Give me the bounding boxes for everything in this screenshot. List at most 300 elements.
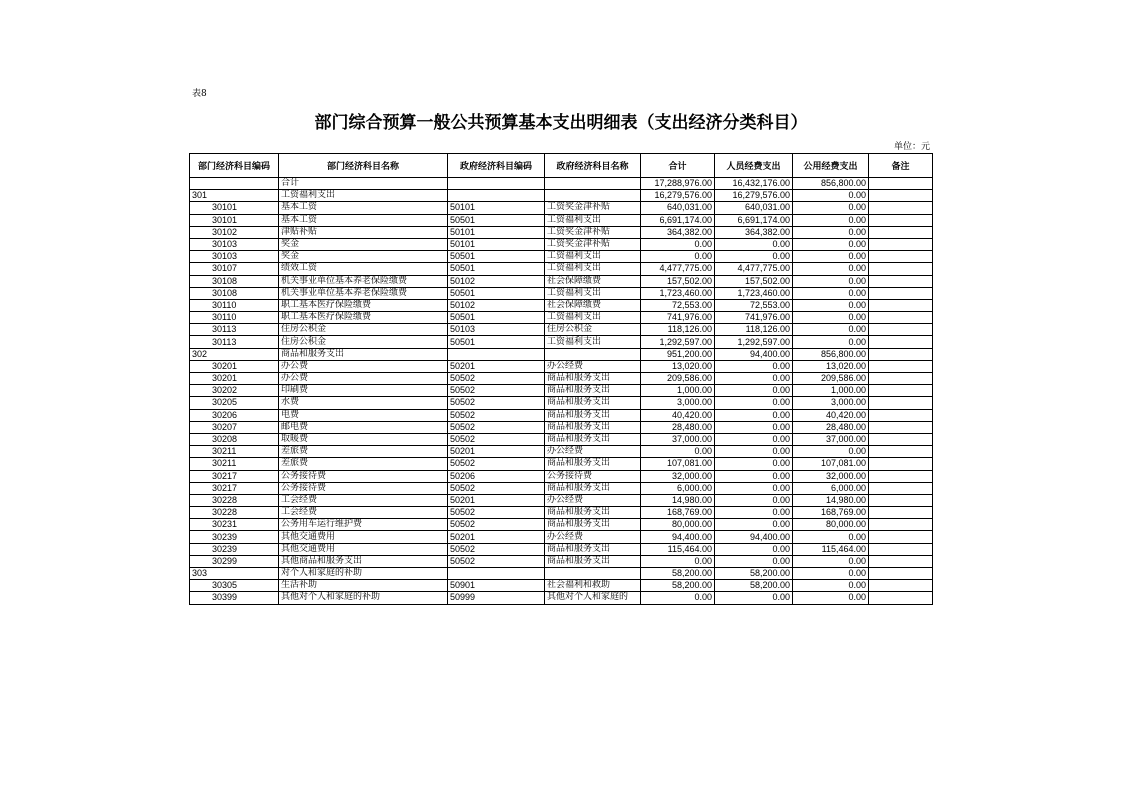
table-row — [190, 446, 933, 458]
table-row — [190, 531, 933, 543]
cell-gov-name: 商品和服务支出 — [545, 385, 641, 397]
cell-gov-name — [545, 178, 641, 190]
header-gov-name: 政府经济科目名称 — [545, 154, 641, 178]
table-row — [190, 555, 933, 567]
cell-gov-name: 工资奖金津补贴 — [545, 226, 641, 238]
cell-gov-name: 商品和服务支出 — [545, 421, 641, 433]
cell-remarks — [869, 470, 933, 482]
cell-gov-name: 工资福利支出 — [545, 251, 641, 263]
table-row — [190, 543, 933, 555]
cell-gov-code: 50502 — [448, 482, 545, 494]
cell-gov-code: 50502 — [448, 373, 545, 385]
cell-gov-code: 50999 — [448, 592, 545, 604]
cell-dept-code: 30107 — [190, 263, 279, 275]
cell-personnel: 16,432,176.00 — [715, 178, 793, 190]
cell-remarks — [869, 507, 933, 519]
cell-remarks — [869, 263, 933, 275]
cell-personnel: 0.00 — [715, 507, 793, 519]
cell-public: 0.00 — [793, 336, 869, 348]
cell-gov-code: 50201 — [448, 531, 545, 543]
cell-public: 14,980.00 — [793, 494, 869, 506]
cell-remarks — [869, 275, 933, 287]
table-row — [190, 482, 933, 494]
cell-dept-code: 30399 — [190, 592, 279, 604]
cell-dept-code: 30201 — [190, 373, 279, 385]
cell-public: 856,800.00 — [793, 178, 869, 190]
cell-remarks — [869, 226, 933, 238]
cell-dept-code: 30305 — [190, 580, 279, 592]
table-row — [190, 251, 933, 263]
table-row — [190, 409, 933, 421]
cell-gov-name: 工资福利支出 — [545, 214, 641, 226]
table-row — [190, 470, 933, 482]
cell-dept-code: 30239 — [190, 531, 279, 543]
cell-total: 40,420.00 — [641, 409, 715, 421]
cell-public: 32,000.00 — [793, 470, 869, 482]
cell-gov-code — [448, 348, 545, 360]
cell-total: 28,480.00 — [641, 421, 715, 433]
cell-dept-name: 奖金 — [279, 251, 448, 263]
cell-personnel: 0.00 — [715, 360, 793, 372]
cell-public: 6,000.00 — [793, 482, 869, 494]
cell-remarks — [869, 458, 933, 470]
header-dept-name: 部门经济科目名称 — [279, 154, 448, 178]
cell-personnel: 364,382.00 — [715, 226, 793, 238]
cell-gov-name: 工资福利支出 — [545, 287, 641, 299]
cell-gov-code: 50502 — [448, 507, 545, 519]
cell-public: 0.00 — [793, 214, 869, 226]
cell-public: 13,020.00 — [793, 360, 869, 372]
cell-personnel: 58,200.00 — [715, 580, 793, 592]
cell-gov-code — [448, 178, 545, 190]
cell-gov-name: 商品和服务支出 — [545, 543, 641, 555]
cell-dept-name: 差旅费 — [279, 458, 448, 470]
cell-remarks — [869, 299, 933, 311]
cell-personnel: 0.00 — [715, 470, 793, 482]
cell-gov-name: 社会保障缴费 — [545, 299, 641, 311]
cell-personnel: 1,292,597.00 — [715, 336, 793, 348]
cell-remarks — [869, 421, 933, 433]
cell-remarks — [869, 336, 933, 348]
table-body — [190, 178, 933, 605]
cell-dept-name: 水费 — [279, 397, 448, 409]
cell-public: 107,081.00 — [793, 458, 869, 470]
cell-dept-code: 30103 — [190, 251, 279, 263]
cell-total: 17,288,976.00 — [641, 178, 715, 190]
cell-gov-code: 50201 — [448, 446, 545, 458]
cell-remarks — [869, 238, 933, 250]
cell-dept-name: 工会经费 — [279, 494, 448, 506]
cell-personnel: 0.00 — [715, 592, 793, 604]
cell-personnel: 0.00 — [715, 251, 793, 263]
cell-dept-name: 办公费 — [279, 360, 448, 372]
cell-dept-code: 30101 — [190, 214, 279, 226]
cell-personnel: 0.00 — [715, 482, 793, 494]
cell-remarks — [869, 251, 933, 263]
cell-dept-name: 其他商品和服务支出 — [279, 555, 448, 567]
cell-gov-code: 50103 — [448, 324, 545, 336]
cell-public: 40,420.00 — [793, 409, 869, 421]
cell-dept-code: 30217 — [190, 470, 279, 482]
cell-remarks — [869, 202, 933, 214]
cell-personnel: 94,400.00 — [715, 348, 793, 360]
cell-personnel: 0.00 — [715, 519, 793, 531]
cell-dept-name: 奖金 — [279, 238, 448, 250]
cell-public: 856,800.00 — [793, 348, 869, 360]
cell-dept-name: 机关事业单位基本养老保险缴费 — [279, 275, 448, 287]
cell-gov-name: 社会保障缴费 — [545, 275, 641, 287]
cell-gov-name: 工资奖金津补贴 — [545, 202, 641, 214]
cell-public: 0.00 — [793, 312, 869, 324]
cell-gov-code: 50501 — [448, 263, 545, 275]
cell-gov-name: 商品和服务支出 — [545, 507, 641, 519]
cell-personnel: 6,691,174.00 — [715, 214, 793, 226]
cell-gov-code — [448, 568, 545, 580]
cell-total: 364,382.00 — [641, 226, 715, 238]
cell-personnel: 0.00 — [715, 555, 793, 567]
cell-gov-name: 商品和服务支出 — [545, 409, 641, 421]
cell-gov-code: 50502 — [448, 397, 545, 409]
cell-gov-name: 商品和服务支出 — [545, 458, 641, 470]
cell-dept-code: 30228 — [190, 507, 279, 519]
cell-dept-name: 其他交通费用 — [279, 543, 448, 555]
cell-total: 157,502.00 — [641, 275, 715, 287]
cell-remarks — [869, 178, 933, 190]
cell-total: 80,000.00 — [641, 519, 715, 531]
cell-dept-code: 30113 — [190, 336, 279, 348]
cell-gov-code: 50501 — [448, 214, 545, 226]
cell-public: 0.00 — [793, 299, 869, 311]
cell-dept-code: 30102 — [190, 226, 279, 238]
cell-personnel: 0.00 — [715, 238, 793, 250]
cell-total: 209,586.00 — [641, 373, 715, 385]
table-row — [190, 519, 933, 531]
cell-public: 0.00 — [793, 251, 869, 263]
cell-remarks — [869, 287, 933, 299]
cell-dept-code: 30211 — [190, 458, 279, 470]
cell-gov-name: 工资福利支出 — [545, 263, 641, 275]
cell-dept-name: 对个人和家庭的补助 — [279, 568, 448, 580]
cell-dept-name: 绩效工资 — [279, 263, 448, 275]
cell-gov-code: 50102 — [448, 275, 545, 287]
cell-dept-name: 基本工资 — [279, 202, 448, 214]
table-row — [190, 226, 933, 238]
cell-remarks — [869, 531, 933, 543]
cell-total: 107,081.00 — [641, 458, 715, 470]
cell-dept-code: 30231 — [190, 519, 279, 531]
cell-dept-name: 商品和服务支出 — [279, 348, 448, 360]
cell-personnel: 640,031.00 — [715, 202, 793, 214]
cell-dept-code: 30110 — [190, 312, 279, 324]
cell-dept-name: 机关事业单位基本养老保险缴费 — [279, 287, 448, 299]
cell-total: 741,976.00 — [641, 312, 715, 324]
cell-personnel: 16,279,576.00 — [715, 190, 793, 202]
table-row — [190, 592, 933, 604]
table-row — [190, 324, 933, 336]
table-row — [190, 214, 933, 226]
table-row — [190, 336, 933, 348]
header-personnel: 人员经费支出 — [715, 154, 793, 178]
cell-public: 80,000.00 — [793, 519, 869, 531]
cell-remarks — [869, 592, 933, 604]
cell-total: 14,980.00 — [641, 494, 715, 506]
budget-table — [189, 153, 933, 605]
table-number: 表8 — [192, 89, 207, 99]
table-row — [190, 348, 933, 360]
cell-personnel: 1,723,460.00 — [715, 287, 793, 299]
cell-gov-code: 50102 — [448, 299, 545, 311]
cell-total: 0.00 — [641, 238, 715, 250]
cell-dept-name: 印刷费 — [279, 385, 448, 397]
cell-total: 37,000.00 — [641, 433, 715, 445]
table-row — [190, 568, 933, 580]
cell-gov-name: 商品和服务支出 — [545, 397, 641, 409]
cell-total: 6,000.00 — [641, 482, 715, 494]
cell-remarks — [869, 360, 933, 372]
header-dept-code: 部门经济科目编码 — [190, 154, 279, 178]
cell-gov-name: 商品和服务支出 — [545, 373, 641, 385]
cell-gov-name — [545, 190, 641, 202]
cell-dept-code: 30207 — [190, 421, 279, 433]
cell-dept-name: 职工基本医疗保险缴费 — [279, 312, 448, 324]
cell-dept-code: 30103 — [190, 238, 279, 250]
cell-gov-name: 商品和服务支出 — [545, 482, 641, 494]
table-row — [190, 312, 933, 324]
cell-public: 37,000.00 — [793, 433, 869, 445]
cell-remarks — [869, 446, 933, 458]
cell-personnel: 4,477,775.00 — [715, 263, 793, 275]
cell-dept-code: 30113 — [190, 324, 279, 336]
cell-total: 3,000.00 — [641, 397, 715, 409]
cell-dept-name: 职工基本医疗保险缴费 — [279, 299, 448, 311]
cell-remarks — [869, 555, 933, 567]
cell-personnel: 0.00 — [715, 397, 793, 409]
cell-gov-code: 50201 — [448, 360, 545, 372]
cell-personnel: 94,400.00 — [715, 531, 793, 543]
cell-personnel: 0.00 — [715, 409, 793, 421]
cell-remarks — [869, 190, 933, 202]
cell-dept-name: 工会经费 — [279, 507, 448, 519]
cell-dept-name: 住房公积金 — [279, 324, 448, 336]
cell-dept-code: 30299 — [190, 555, 279, 567]
cell-total: 0.00 — [641, 592, 715, 604]
cell-public: 0.00 — [793, 287, 869, 299]
table-row — [190, 507, 933, 519]
cell-remarks — [869, 348, 933, 360]
cell-dept-code: 30202 — [190, 385, 279, 397]
cell-total: 16,279,576.00 — [641, 190, 715, 202]
cell-dept-code: 302 — [190, 348, 279, 360]
cell-dept-code: 30205 — [190, 397, 279, 409]
table-row — [190, 360, 933, 372]
cell-dept-code: 30217 — [190, 482, 279, 494]
table-row — [190, 397, 933, 409]
cell-total: 115,464.00 — [641, 543, 715, 555]
cell-public: 0.00 — [793, 263, 869, 275]
cell-public: 0.00 — [793, 238, 869, 250]
cell-dept-name: 取暖费 — [279, 433, 448, 445]
table-row — [190, 178, 933, 190]
cell-gov-name: 住房公积金 — [545, 324, 641, 336]
cell-gov-name: 商品和服务支出 — [545, 519, 641, 531]
cell-gov-name: 商品和服务支出 — [545, 555, 641, 567]
cell-total: 0.00 — [641, 446, 715, 458]
table-row — [190, 238, 933, 250]
cell-remarks — [869, 568, 933, 580]
cell-gov-name: 其他对个人和家庭的 — [545, 592, 641, 604]
cell-gov-code: 50501 — [448, 312, 545, 324]
cell-remarks — [869, 214, 933, 226]
cell-gov-code: 50502 — [448, 543, 545, 555]
cell-gov-code: 50502 — [448, 409, 545, 421]
cell-remarks — [869, 433, 933, 445]
cell-dept-name: 工资福利支出 — [279, 190, 448, 202]
cell-total: 58,200.00 — [641, 580, 715, 592]
cell-total: 951,200.00 — [641, 348, 715, 360]
cell-total: 32,000.00 — [641, 470, 715, 482]
cell-public: 115,464.00 — [793, 543, 869, 555]
cell-personnel: 0.00 — [715, 433, 793, 445]
cell-total: 168,769.00 — [641, 507, 715, 519]
cell-gov-code: 50502 — [448, 519, 545, 531]
cell-public: 0.00 — [793, 446, 869, 458]
cell-gov-code: 50502 — [448, 458, 545, 470]
cell-public: 168,769.00 — [793, 507, 869, 519]
table-row — [190, 421, 933, 433]
cell-public: 0.00 — [793, 190, 869, 202]
cell-public: 1,000.00 — [793, 385, 869, 397]
table-row — [190, 458, 933, 470]
table-header-row — [190, 154, 933, 178]
cell-dept-name: 公务接待费 — [279, 470, 448, 482]
table-row — [190, 433, 933, 445]
unit-label: 单位：元 — [894, 142, 931, 152]
cell-remarks — [869, 385, 933, 397]
cell-total: 0.00 — [641, 251, 715, 263]
cell-personnel: 741,976.00 — [715, 312, 793, 324]
cell-gov-code: 50901 — [448, 580, 545, 592]
page-title: 部门综合预算一般公共预算基本支出明细表（支出经济分类科目） — [314, 113, 808, 133]
cell-dept-name: 差旅费 — [279, 446, 448, 458]
cell-dept-code: 301 — [190, 190, 279, 202]
cell-remarks — [869, 397, 933, 409]
cell-personnel: 58,200.00 — [715, 568, 793, 580]
cell-public: 28,480.00 — [793, 421, 869, 433]
cell-remarks — [869, 543, 933, 555]
cell-personnel: 0.00 — [715, 373, 793, 385]
table-row — [190, 373, 933, 385]
cell-total: 6,691,174.00 — [641, 214, 715, 226]
cell-personnel: 0.00 — [715, 494, 793, 506]
table-row — [190, 287, 933, 299]
header-gov-code: 政府经济科目编码 — [448, 154, 545, 178]
cell-gov-name: 办公经费 — [545, 446, 641, 458]
cell-remarks — [869, 324, 933, 336]
cell-remarks — [869, 409, 933, 421]
cell-dept-name: 电费 — [279, 409, 448, 421]
table-row — [190, 580, 933, 592]
cell-gov-code: 50101 — [448, 226, 545, 238]
header-total: 合计 — [641, 154, 715, 178]
cell-gov-code: 50101 — [448, 202, 545, 214]
cell-gov-name — [545, 568, 641, 580]
cell-public: 0.00 — [793, 592, 869, 604]
cell-dept-code: 30108 — [190, 275, 279, 287]
cell-total: 13,020.00 — [641, 360, 715, 372]
cell-dept-name: 基本工资 — [279, 214, 448, 226]
cell-personnel: 0.00 — [715, 446, 793, 458]
cell-dept-code: 30211 — [190, 446, 279, 458]
cell-gov-code: 50502 — [448, 433, 545, 445]
cell-personnel: 0.00 — [715, 421, 793, 433]
cell-public: 0.00 — [793, 275, 869, 287]
header-public: 公用经费支出 — [793, 154, 869, 178]
cell-personnel: 157,502.00 — [715, 275, 793, 287]
cell-public: 209,586.00 — [793, 373, 869, 385]
cell-total: 94,400.00 — [641, 531, 715, 543]
cell-total: 4,477,775.00 — [641, 263, 715, 275]
cell-dept-name: 生活补助 — [279, 580, 448, 592]
cell-dept-code: 30239 — [190, 543, 279, 555]
cell-gov-name: 工资福利支出 — [545, 312, 641, 324]
cell-gov-name: 工资福利支出 — [545, 336, 641, 348]
table-row — [190, 299, 933, 311]
cell-dept-code: 30201 — [190, 360, 279, 372]
cell-total: 58,200.00 — [641, 568, 715, 580]
cell-gov-name: 办公经费 — [545, 360, 641, 372]
cell-dept-code: 30206 — [190, 409, 279, 421]
cell-gov-name: 公务接待费 — [545, 470, 641, 482]
cell-gov-code — [448, 190, 545, 202]
cell-gov-code: 50502 — [448, 421, 545, 433]
header-remarks: 备注 — [869, 154, 933, 178]
cell-gov-code: 50101 — [448, 238, 545, 250]
cell-gov-name: 商品和服务支出 — [545, 433, 641, 445]
table-row — [190, 202, 933, 214]
cell-gov-name: 办公经费 — [545, 531, 641, 543]
cell-dept-code: 30101 — [190, 202, 279, 214]
cell-gov-name: 办公经费 — [545, 494, 641, 506]
cell-remarks — [869, 482, 933, 494]
cell-gov-name: 工资奖金津补贴 — [545, 238, 641, 250]
cell-total: 72,553.00 — [641, 299, 715, 311]
cell-personnel: 72,553.00 — [715, 299, 793, 311]
cell-total: 0.00 — [641, 555, 715, 567]
cell-personnel: 0.00 — [715, 543, 793, 555]
cell-gov-code: 50501 — [448, 336, 545, 348]
cell-gov-name: 社会福利和救助 — [545, 580, 641, 592]
cell-dept-name: 住房公积金 — [279, 336, 448, 348]
cell-dept-name: 其他交通费用 — [279, 531, 448, 543]
cell-public: 0.00 — [793, 555, 869, 567]
cell-dept-name: 公务接待费 — [279, 482, 448, 494]
cell-gov-code: 50206 — [448, 470, 545, 482]
cell-gov-code: 50501 — [448, 251, 545, 263]
cell-public: 3,000.00 — [793, 397, 869, 409]
cell-personnel: 118,126.00 — [715, 324, 793, 336]
cell-total: 640,031.00 — [641, 202, 715, 214]
cell-public: 0.00 — [793, 580, 869, 592]
cell-dept-code: 30110 — [190, 299, 279, 311]
cell-total: 1,723,460.00 — [641, 287, 715, 299]
table-row — [190, 190, 933, 202]
cell-public: 0.00 — [793, 324, 869, 336]
cell-gov-code: 50502 — [448, 385, 545, 397]
cell-personnel: 0.00 — [715, 458, 793, 470]
cell-public: 0.00 — [793, 568, 869, 580]
cell-dept-name: 公务用车运行维护费 — [279, 519, 448, 531]
cell-dept-code: 30208 — [190, 433, 279, 445]
